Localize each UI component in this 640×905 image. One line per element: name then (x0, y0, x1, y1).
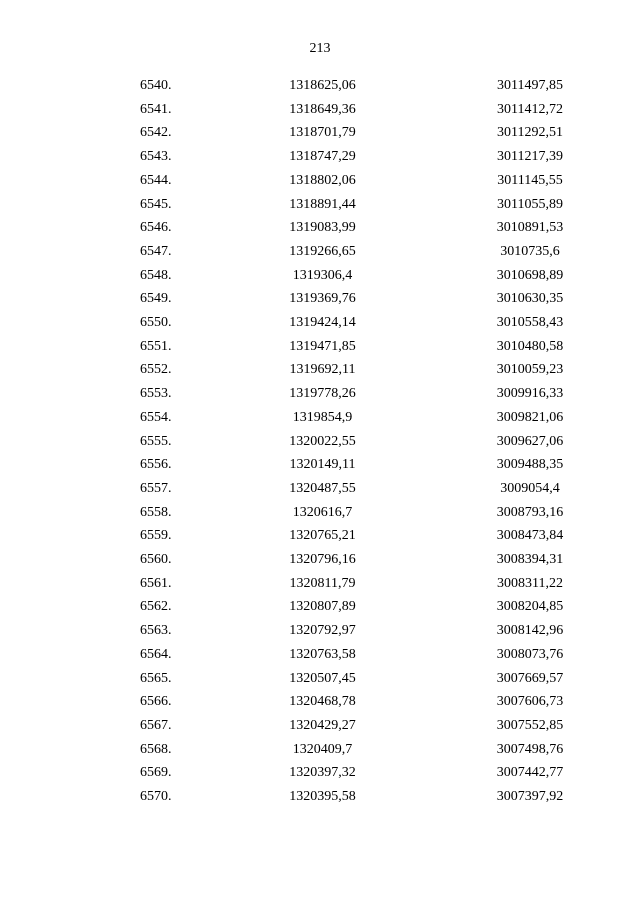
x-coordinate-cell: 1318747,29 (289, 149, 356, 165)
point-number-cell: 6569. (140, 765, 172, 781)
y-coordinate-cell: 3008073,76 (496, 646, 564, 662)
point-number-cell: 6546. (140, 220, 172, 236)
table-row (0, 287, 640, 311)
y-coordinate-cell: 3009821,06 (496, 409, 564, 425)
point-number-cell: 6563. (140, 623, 172, 639)
point-number-cell: 6558. (140, 504, 172, 520)
x-coordinate-cell: 1320792,97 (289, 623, 356, 639)
point-number-cell: 6549. (140, 291, 172, 307)
y-coordinate-cell: 3011497,85 (497, 78, 563, 93)
table-row (0, 761, 640, 785)
y-coordinate-cell: 3011055,89 (497, 196, 563, 212)
y-coordinate-cell: 3011412,72 (497, 101, 563, 117)
y-coordinate-cell: 3007442,77 (496, 765, 564, 781)
table-row (0, 406, 640, 430)
x-coordinate-cell: 1320487,55 (289, 480, 356, 496)
y-coordinate-cell: 3010558,43 (496, 315, 564, 331)
table-row (0, 690, 640, 714)
y-coordinate-cell: 3010630,35 (496, 291, 564, 307)
point-number-cell: 6557. (140, 480, 172, 496)
table-row (0, 121, 640, 145)
y-coordinate-cell: 3008394,31 (496, 552, 564, 568)
x-coordinate-cell: 1320811,79 (289, 575, 356, 591)
y-coordinate-cell: 3009627,06 (496, 433, 564, 449)
y-coordinate-cell: 3009054,4 (500, 480, 560, 496)
point-number-cell: 6550. (140, 315, 172, 331)
point-number-cell: 6561. (140, 575, 172, 591)
x-coordinate-cell: 1319306,4 (292, 267, 353, 283)
x-coordinate-cell: 1318891,44 (289, 196, 356, 212)
table-row (0, 145, 640, 169)
table-row (0, 216, 640, 240)
point-number-cell: 6568. (140, 741, 172, 757)
y-coordinate-cell: 3010698,89 (496, 267, 564, 283)
x-coordinate-cell: 1320149,11 (289, 457, 356, 473)
point-number-cell: 6567. (140, 717, 172, 733)
point-number-cell: 6552. (140, 362, 172, 378)
x-coordinate-cell: 1320763,58 (289, 646, 356, 662)
x-coordinate-cell: 1320765,21 (289, 528, 356, 544)
page-number: 213 (309, 41, 331, 56)
point-number-cell: 6544. (140, 172, 172, 188)
x-coordinate-cell: 1318802,06 (289, 172, 356, 188)
table-row (0, 430, 640, 454)
y-coordinate-cell: 3010059,23 (496, 362, 564, 378)
point-number-cell: 6566. (140, 694, 172, 710)
y-coordinate-cell: 3008311,22 (497, 575, 563, 591)
point-number-cell: 6570. (140, 789, 172, 805)
x-coordinate-cell: 1320807,89 (289, 599, 356, 615)
table-row (0, 667, 640, 691)
y-coordinate-cell: 3010480,58 (496, 338, 564, 354)
y-coordinate-cell: 3007397,92 (496, 789, 564, 805)
point-number-cell: 6564. (140, 646, 172, 662)
point-number-cell: 6543. (140, 149, 172, 165)
y-coordinate-cell: 3009916,33 (496, 386, 564, 402)
table-row (0, 572, 640, 596)
table-row (0, 98, 640, 122)
y-coordinate-cell: 3007606,73 (496, 694, 564, 710)
x-coordinate-cell: 1320397,32 (289, 765, 356, 781)
point-number-cell: 6559. (140, 528, 172, 544)
table-row (0, 501, 640, 525)
y-coordinate-cell: 3011292,51 (497, 125, 563, 141)
point-number-cell: 6565. (140, 670, 172, 686)
x-coordinate-cell: 1319471,85 (289, 338, 356, 354)
y-coordinate-cell: 3008142,96 (496, 623, 564, 639)
point-number-cell: 6556. (140, 457, 172, 473)
table-row (0, 785, 640, 809)
point-number-cell: 6548. (140, 267, 172, 283)
x-coordinate-cell: 1320468,78 (289, 694, 356, 710)
x-coordinate-cell: 1320409,7 (292, 741, 353, 757)
x-coordinate-cell: 1318649,36 (289, 101, 356, 117)
x-coordinate-cell: 1319692,11 (289, 362, 356, 378)
y-coordinate-cell: 3010891,53 (496, 220, 564, 236)
table-row (0, 264, 640, 288)
table-row (0, 240, 640, 264)
table-row (0, 169, 640, 193)
y-coordinate-cell: 3011217,39 (497, 149, 563, 165)
x-coordinate-cell: 1319266,65 (289, 243, 356, 259)
x-coordinate-cell: 1320616,7 (292, 504, 353, 520)
table-row (0, 643, 640, 667)
table-row (0, 595, 640, 619)
table-row (0, 382, 640, 406)
x-coordinate-cell: 1319854,9 (292, 409, 353, 425)
point-number-cell: 6542. (140, 125, 172, 141)
point-number-cell: 6547. (140, 243, 172, 259)
x-coordinate-cell: 1319778,26 (289, 386, 356, 402)
x-coordinate-cell: 1318701,79 (289, 125, 356, 141)
point-number-cell: 6553. (140, 386, 172, 402)
point-number-cell: 6562. (140, 599, 172, 615)
y-coordinate-cell: 3008793,16 (496, 504, 564, 520)
y-coordinate-cell: 3011145,55 (497, 172, 563, 188)
x-coordinate-cell: 1320507,45 (289, 670, 356, 686)
table-row (0, 714, 640, 738)
table-row (0, 477, 640, 501)
y-coordinate-cell: 3008204,85 (496, 599, 564, 615)
x-coordinate-cell: 1320395,58 (289, 789, 356, 805)
x-coordinate-cell: 1318625,06 (289, 78, 356, 93)
x-coordinate-cell: 1319369,76 (289, 291, 356, 307)
point-number-cell: 6551. (140, 338, 172, 354)
table-row (0, 74, 640, 98)
table-row (0, 738, 640, 762)
x-coordinate-cell: 1320022,55 (289, 433, 356, 449)
x-coordinate-cell: 1320796,16 (289, 552, 356, 568)
x-coordinate-cell: 1319424,14 (289, 315, 356, 331)
table-row (0, 524, 640, 548)
x-coordinate-cell: 1319083,99 (289, 220, 356, 236)
table-row (0, 193, 640, 217)
point-number-cell: 6555. (140, 433, 172, 449)
y-coordinate-cell: 3007552,85 (496, 717, 564, 733)
y-coordinate-cell: 3009488,35 (496, 457, 564, 473)
table-row (0, 619, 640, 643)
point-number-cell: 6545. (140, 196, 172, 212)
point-number-cell: 6554. (140, 409, 172, 425)
point-number-cell: 6541. (140, 101, 172, 117)
table-row (0, 311, 640, 335)
y-coordinate-cell: 3007498,76 (496, 741, 564, 757)
y-coordinate-cell: 3008473,84 (496, 528, 564, 544)
table-row (0, 453, 640, 477)
point-number-cell: 6560. (140, 552, 172, 568)
coordinates-table (0, 74, 640, 809)
point-number-cell: 6540. (140, 78, 172, 93)
y-coordinate-cell: 3007669,57 (496, 670, 564, 686)
table-body (0, 74, 640, 809)
table-row (0, 548, 640, 572)
table-row (0, 358, 640, 382)
y-coordinate-cell: 3010735,6 (500, 243, 560, 259)
table-row (0, 335, 640, 359)
x-coordinate-cell: 1320429,27 (289, 717, 356, 733)
